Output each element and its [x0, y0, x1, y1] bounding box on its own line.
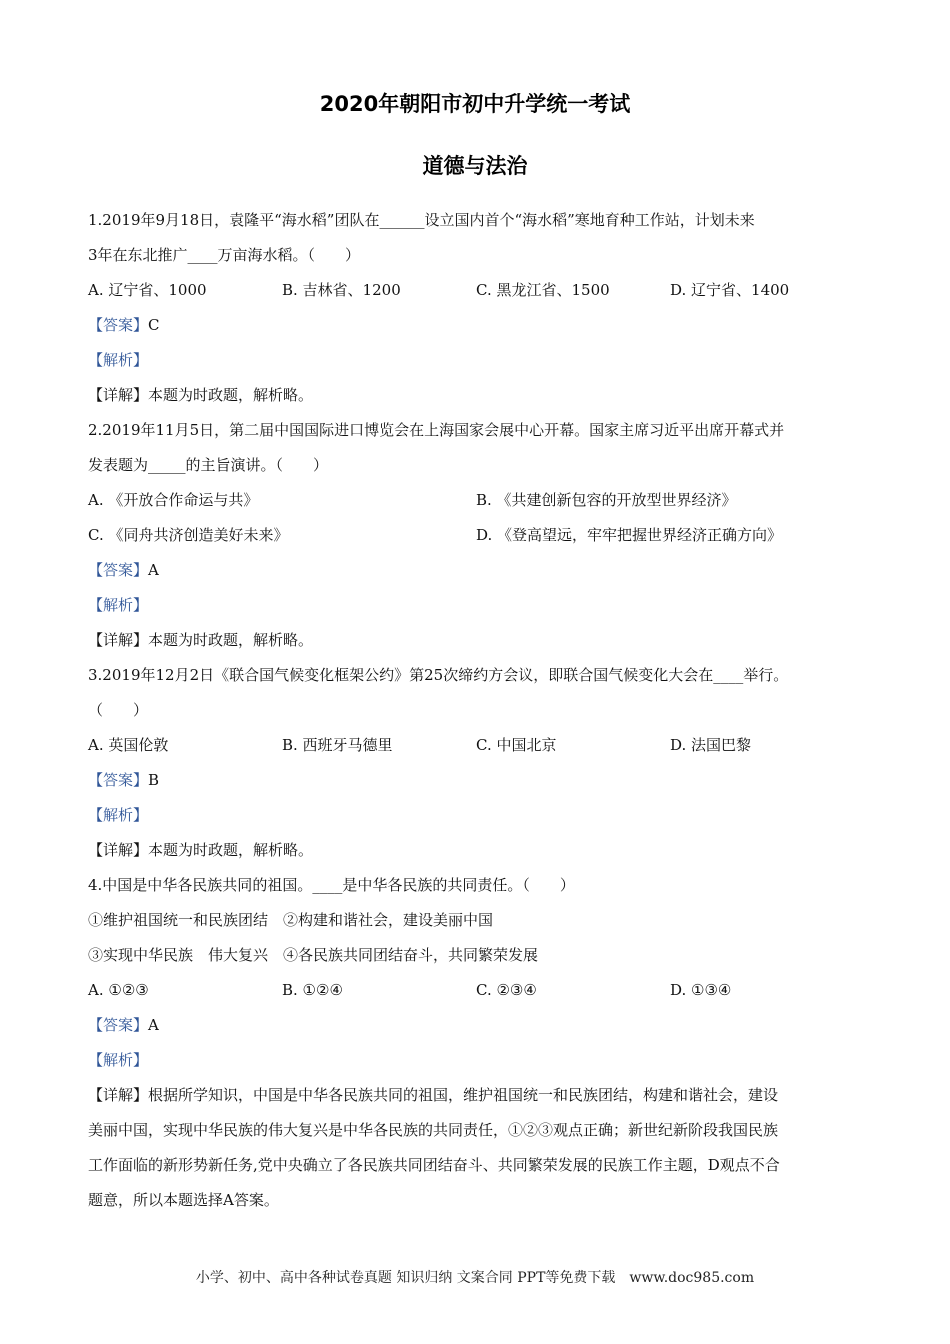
page-footer: 小学、初中、高中各种试卷真题 知识归纳 文案合同 PPT等免费下载 www.doc985.com — [195, 1270, 755, 1286]
question-list — [88, 203, 868, 1218]
option-c: C. 黑龙江省、1500 — [476, 281, 610, 299]
question-stem-line: 3年在东北推广____万亩海水稻。（ ） — [88, 246, 361, 264]
detail-line — [88, 833, 868, 868]
subject-title: 道德与法治 — [422, 154, 528, 178]
question-stem-line: 4.中国是中华各民族共同的祖国。____是中华各民族的共同责任。（ ） — [88, 876, 575, 894]
options-row — [88, 728, 868, 763]
detail-line — [88, 378, 868, 413]
option-d: D. ①③④ — [670, 981, 732, 999]
option-d: D. 法国巴黎 — [670, 736, 752, 754]
detail-line — [88, 1078, 868, 1113]
detail-tag: 【详解】 — [88, 631, 149, 649]
answer-value: A — [148, 561, 159, 579]
option-d: D. 《登高望远，牢牢把握世界经济正确方向》 — [476, 526, 783, 544]
statement-line: ①维护祖国统一和民族团结 ②构建和谐社会，建设美丽中国 — [88, 911, 494, 929]
answer-tag: 【答案】 — [88, 1016, 149, 1034]
option-a: A. ①②③ — [88, 981, 149, 999]
option-c: C. ②③④ — [476, 981, 537, 999]
answer-line — [88, 553, 868, 588]
answer-value: B — [148, 771, 160, 789]
answer-value: C — [148, 316, 160, 334]
detail-line — [88, 623, 868, 658]
analysis-tag: 【解析】 — [88, 806, 149, 824]
answer-line — [88, 763, 868, 798]
exam-title: 2020年朝阳市初中升学统一考试 — [319, 92, 631, 116]
question-stem-line: 3.2019年12月2日《联合国气候变化框架公约》第25次缔约方会议，即联合国气候变化大会在____举行。 — [88, 666, 789, 684]
options-row — [88, 973, 868, 1008]
detail-line: 美丽中国，实现中华民族的伟大复兴是中华各民族的共同责任，①②③观点正确；新世纪新阶段我国民族 — [88, 1121, 779, 1139]
option-a: A. 辽宁省、1000 — [88, 281, 207, 299]
option-d: D. 辽宁省、1400 — [670, 281, 790, 299]
statement-line: ③实现中华民族 伟大复兴 ④各民族共同团结奋斗，共同繁荣发展 — [88, 946, 539, 964]
question-stem-line: 发表题为_____的主旨演讲。（ ） — [88, 456, 329, 474]
analysis-tag: 【解析】 — [88, 351, 149, 369]
option-b: B. ①②④ — [282, 981, 343, 999]
question-2 — [88, 413, 868, 658]
option-c: C. 中国北京 — [476, 736, 557, 754]
question-stem-line: 2.2019年11月5日，第二届中国国际进口博览会在上海国家会展中心开幕。国家主席习近平出席开幕式并 — [88, 421, 785, 439]
option-a: A. 英国伦敦 — [88, 736, 169, 754]
detail-line: 工作面临的新形势新任务,党中央确立了各民族共同团结奋斗、共同繁荣发展的民族工作主题，D观点不合 — [88, 1156, 780, 1174]
question-1 — [88, 203, 868, 413]
detail-text: 本题为时政题，解析略。 — [148, 631, 314, 649]
detail-tag: 【详解】 — [88, 386, 149, 404]
option-b: B. 吉林省、1200 — [282, 281, 401, 299]
option-b: B. 西班牙马德里 — [282, 736, 393, 754]
detail-text: 本题为时政题，解析略。 — [148, 841, 314, 859]
question-stem-line: 1.2019年9月18日，袁隆平“海水稻”团队在______设立国内首个“海水稻”寒地育种工作站，计划未来 — [88, 211, 755, 229]
answer-tag: 【答案】 — [88, 561, 149, 579]
detail-text: 本题为时政题，解析略。 — [148, 386, 314, 404]
option-a: A. 《开放合作命运与共》 — [88, 491, 259, 509]
detail-tag: 【详解】 — [88, 1086, 149, 1104]
options-row — [88, 483, 868, 518]
question-stem-line: （ ） — [88, 701, 149, 719]
answer-line — [88, 308, 868, 343]
options-row — [88, 273, 868, 308]
detail-text: 根据所学知识，中国是中华各民族共同的祖国，维护祖国统一和民族团结，构建和谐社会，建设 — [148, 1086, 779, 1104]
answer-tag: 【答案】 — [88, 316, 149, 334]
answer-tag: 【答案】 — [88, 771, 149, 789]
option-b: B. 《共建创新包容的开放型世界经济》 — [476, 491, 737, 509]
option-c: C. 《同舟共济创造美好未来》 — [88, 526, 289, 544]
analysis-tag: 【解析】 — [88, 1051, 149, 1069]
detail-line: 题意，所以本题选择A答案。 — [88, 1191, 279, 1209]
analysis-tag: 【解析】 — [88, 596, 149, 614]
question-4 — [88, 868, 868, 1218]
answer-line — [88, 1008, 868, 1043]
options-row — [88, 518, 868, 553]
answer-value: A — [148, 1016, 159, 1034]
question-3 — [88, 658, 868, 868]
detail-tag: 【详解】 — [88, 841, 149, 859]
